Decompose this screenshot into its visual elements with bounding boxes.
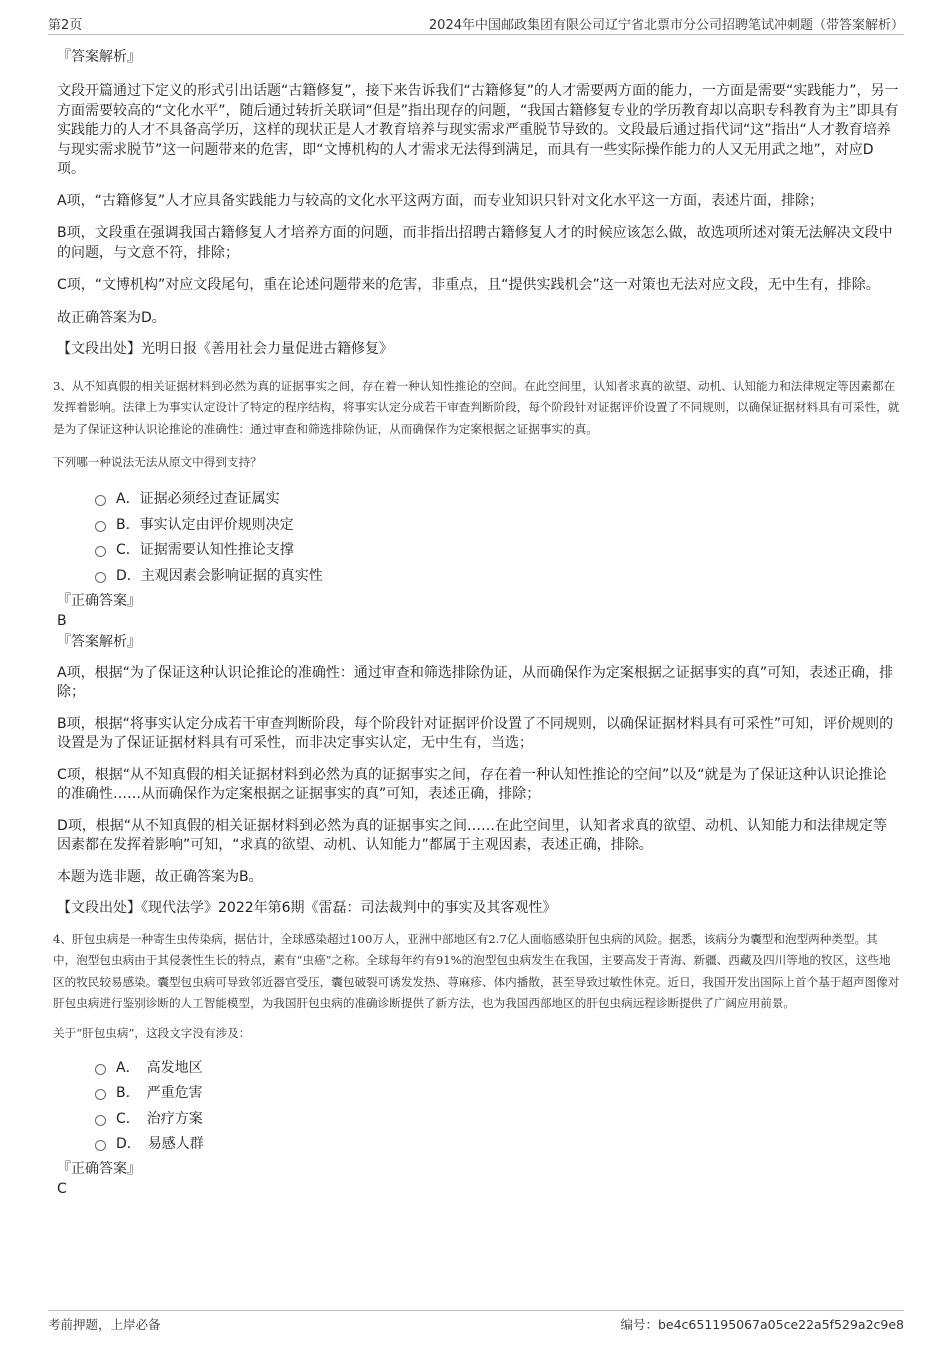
q2-analysis-paragraph: 文段开篇通过下定义的形式引出话题“古籍修复”，接下来告诉我们“古籍修复”的人才需要两方面的能力，一方面是需要“实践能力”，另一方面需要较高的“文化水平”，随后通过转折关联词“但是”指出现存的问题，“我国古籍修复专业的学历教育却以高职专科教育为主”即具有实践能力的人才不具备高学历，这样的现状正是人才教育培养与现实需求严重脱节导致的。文段最后通过指代词“这”指出“人才教育培养与现实需求脱节”这一问题带来的危害，即“文博机构的人才需求无法得到满足，而具有一些实际操作能力的人又无用武之地”，对应D项。 (57, 83, 899, 177)
q3-stem: 3、从不知真假的相关证据材料到必然为真的证据事实之间，存在着一种认知性推论的空间。在此空间里，认知者求真的欲望、动机、认知能力和法律规定等因素都在发挥着影响。法律上为事实认定设计了特定的程序结构，将事实认定分成若干审查判断阶段，每个阶段针对证据评价设置了不同规则，以确保证据材料具有可采性，就是为了保证这种认识论推论的准确性：通过审查和筛选排除伪证，从而确保作为定案根据之证据事实的真。 (53, 378, 900, 436)
radio-icon[interactable] (95, 1064, 106, 1075)
document-id: 编号：be4c651195067a05ce22a5f529a2c9e8 (620, 1317, 904, 1332)
radio-icon[interactable] (95, 495, 106, 506)
option-label: D．主观因素会影响证据的真实性 (116, 567, 323, 584)
radio-icon[interactable] (95, 1140, 106, 1151)
q4-question: 关于“肝包虫病”，这段文字没有涉及： (53, 1025, 251, 1040)
option-label: C． 治疗方案 (116, 1110, 203, 1127)
q2-analysis-option-a: A项，“古籍修复”人才应具备实践能力与较高的文化水平这两方面，而专业知识只针对文化水平这一方面，表述片面，排除； (57, 192, 824, 209)
radio-icon[interactable] (95, 546, 106, 557)
radio-icon[interactable] (95, 572, 106, 583)
page-footer (48, 1310, 904, 1332)
q3-conclusion: 本题为选非题，故正确答案为B。 (57, 868, 263, 885)
q4-option-a[interactable] (95, 1054, 900, 1080)
q4-option-c[interactable] (95, 1105, 900, 1131)
footer-slogan: 考前押题，上岸必备 (48, 1317, 161, 1332)
radio-icon[interactable] (95, 1089, 106, 1100)
q4-stem: 4、肝包虫病是一种寄生虫传染病，据估计，全球感染超过100万人，亚洲中部地区有2.7亿人面临感染肝包虫病的风险。据悉，该病分为囊型和泡型两种类型。其中，泡型包虫病由于其侵袭性生长的特点，素有“虫癌”之称。全球每年约有91%的泡型包虫病发生在我国，主要高发于青海、新疆、西藏及四川等地的牧区，这些地区的牧民较易感染。囊型包虫病可导致邻近器官受压，囊包破裂可诱发发热、荨麻疹、体内播散，甚至导致过敏性休克。近日，我国开发出国际上首个基于超声图像对肝包虫病进行鉴别诊断的人工智能模型，为我国肝包虫病的准确诊断提供了新方法，也为我国西部地区的肝包虫病远程诊断提供了广阔应用前景。 (53, 931, 900, 1010)
q3-analysis-option-d: D项，根据“从不知真假的相关证据材料到必然为真的证据事实之间……在此空间里，认知者求真的欲望、动机、认知能力和法律规定等因素都在发挥着影响”可知，“求真的欲望、动机、认知能力”都属于主观因素，表述正确，排除。 (57, 817, 888, 853)
q3-option-c[interactable] (95, 537, 900, 563)
q3-option-d[interactable] (95, 562, 900, 588)
option-label: B． 严重危害 (116, 1085, 203, 1102)
q4-options (95, 1054, 900, 1156)
radio-icon[interactable] (95, 1115, 106, 1126)
q3-options (95, 486, 900, 588)
q2-source: 【文段出处】光明日报《善用社会力量促进古籍修复》 (57, 341, 393, 357)
option-label: A． 高发地区 (116, 1059, 203, 1076)
q3-option-a[interactable] (95, 486, 900, 512)
q3-source: 【文段出处】《现代法学》2022年第6期《雷磊：司法裁判中的事实及其客观性》 (57, 900, 557, 916)
radio-icon[interactable] (95, 521, 106, 532)
q3-analysis-option-b: B项，根据“将事实认定分成若干审查判断阶段，每个阶段针对证据评价设置了不同规则，以确保证据材料具有可采性”可知，评价规则的设置是为了保证证据材料具有可采性，而非决定事实认定，无中生有，当选； (57, 715, 894, 751)
q3-option-b[interactable] (95, 511, 900, 537)
q3-analysis-tag: 『答案解析』 (57, 633, 141, 650)
q3-question: 下列哪一种说法无法从原文中得到支持？ (53, 455, 262, 469)
q4-option-b[interactable] (95, 1080, 900, 1106)
q2-analysis-option-c: C项，“文博机构”对应文段尾句，重在论述问题带来的危害，非重点，且“提供实践机会”这一对策也无法对应文段，无中生有，排除。 (57, 277, 880, 293)
q3-answer-tag: 『正确答案』 (57, 592, 141, 609)
q3-analysis-option-c: C项，根据“从不知真假的相关证据材料到必然为真的证据事实之间，存在着一种认知性推论的空间”以及“就是为了保证这种认识论推论的准确性……从而确保作为定案根据之证据事实的真”可知，表述正确，排除； (57, 766, 887, 802)
q4-answer: C (57, 1181, 67, 1197)
q3-analysis-option-a: A项，根据“为了保证这种认识论推论的准确性：通过审查和筛选排除伪证，从而确保作为定案根据之证据事实的真”可知，表述正确，排除； (57, 664, 894, 700)
q3-answer: B (57, 612, 67, 629)
q4-answer-tag: 『正确答案』 (57, 1161, 141, 1177)
page-content (53, 44, 900, 1199)
q2-analysis-tag: 『答案解析』 (57, 49, 141, 65)
option-label: A．证据必须经过查证属实 (116, 491, 280, 508)
option-label: C．证据需要认知性推论支撑 (116, 542, 294, 559)
option-label: B．事实认定由评价规则决定 (116, 516, 294, 533)
page-number: 第2页 (48, 18, 83, 33)
document-title: 2024年中国邮政集团有限公司辽宁省北票市分公司招聘笔试冲刺题（带答案解析） (428, 18, 904, 33)
q2-analysis-option-b: B项，文段重在强调我国古籍修复人才培养方面的问题，而非指出招聘古籍修复人才的时候应该怎么做，故选项所述对策无法解决文段中的问题，与文意不符，排除； (57, 225, 893, 261)
q2-conclusion: 故正确答案为D。 (57, 309, 166, 326)
q4-option-d[interactable] (95, 1131, 900, 1157)
option-label: D． 易感人群 (116, 1136, 204, 1153)
page-header (48, 14, 904, 35)
